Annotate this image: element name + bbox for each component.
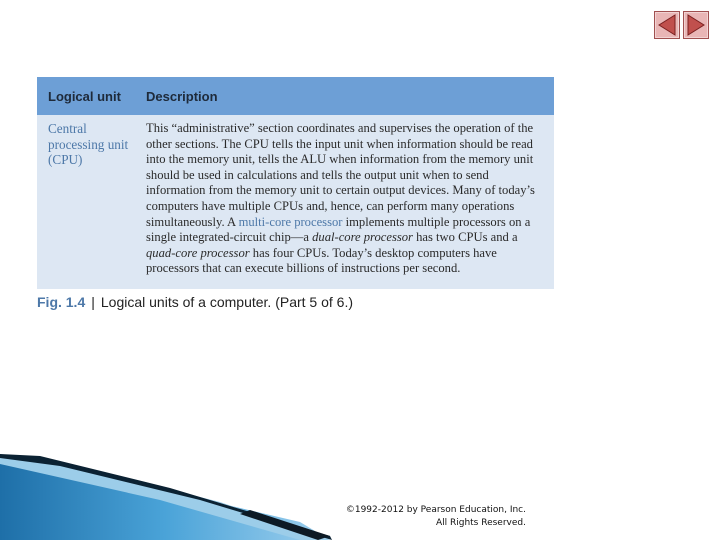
caption-text: Logical units of a computer. (Part 5 of 6.) xyxy=(100,294,354,310)
cell-logical-unit xyxy=(37,121,146,289)
table-row xyxy=(37,115,554,289)
copyright-line-2: All Rights Reserved. xyxy=(435,518,526,528)
unit-name: Central processing unit (CPU) xyxy=(48,121,129,168)
caption-separator: | xyxy=(91,294,95,310)
figure-number: Fig. 1.4 xyxy=(37,294,86,310)
previous-slide-button[interactable] xyxy=(654,11,680,39)
desc-text-3: has two CPUs and a xyxy=(412,230,518,245)
desc-text-2: implements multiple processors on a single integrated-circuit chip—a xyxy=(146,214,531,245)
desc-text-4: has four CPUs. Today’s desktop computers have processors that can execute billions of instructions per second. xyxy=(146,245,497,276)
cell-description xyxy=(146,121,540,289)
header-description: Description xyxy=(146,88,218,104)
triangle-right-icon xyxy=(683,11,709,39)
table-header-row xyxy=(37,77,554,115)
logical-units-table xyxy=(37,77,554,289)
desc-text-1: This “administrative” section coordinates and supervises the operation of the other sections. The CPU tells the input unit when information should be read into the memory unit, tells the ALU when information from the memory unit should be used in calculations and tells the output unit when to send information from the memory unit to certain output devices. Many of today’s computers have multiple CPUs and, hence, can perform many operations simultaneously. A xyxy=(146,121,535,229)
figure-caption xyxy=(37,294,353,310)
term-multi-core-processor: multi-core processor xyxy=(238,214,343,229)
next-slide-button[interactable] xyxy=(683,11,709,39)
triangle-left-icon xyxy=(654,11,680,39)
copyright-line-1: ©1992-2012 by Pearson Education, Inc. xyxy=(345,505,526,515)
header-logical-unit: Logical unit xyxy=(48,88,121,104)
term-dual-core-processor: dual-core processor xyxy=(312,230,413,245)
term-quad-core-processor: quad-core processor xyxy=(146,245,250,260)
copyright-notice xyxy=(346,504,526,530)
